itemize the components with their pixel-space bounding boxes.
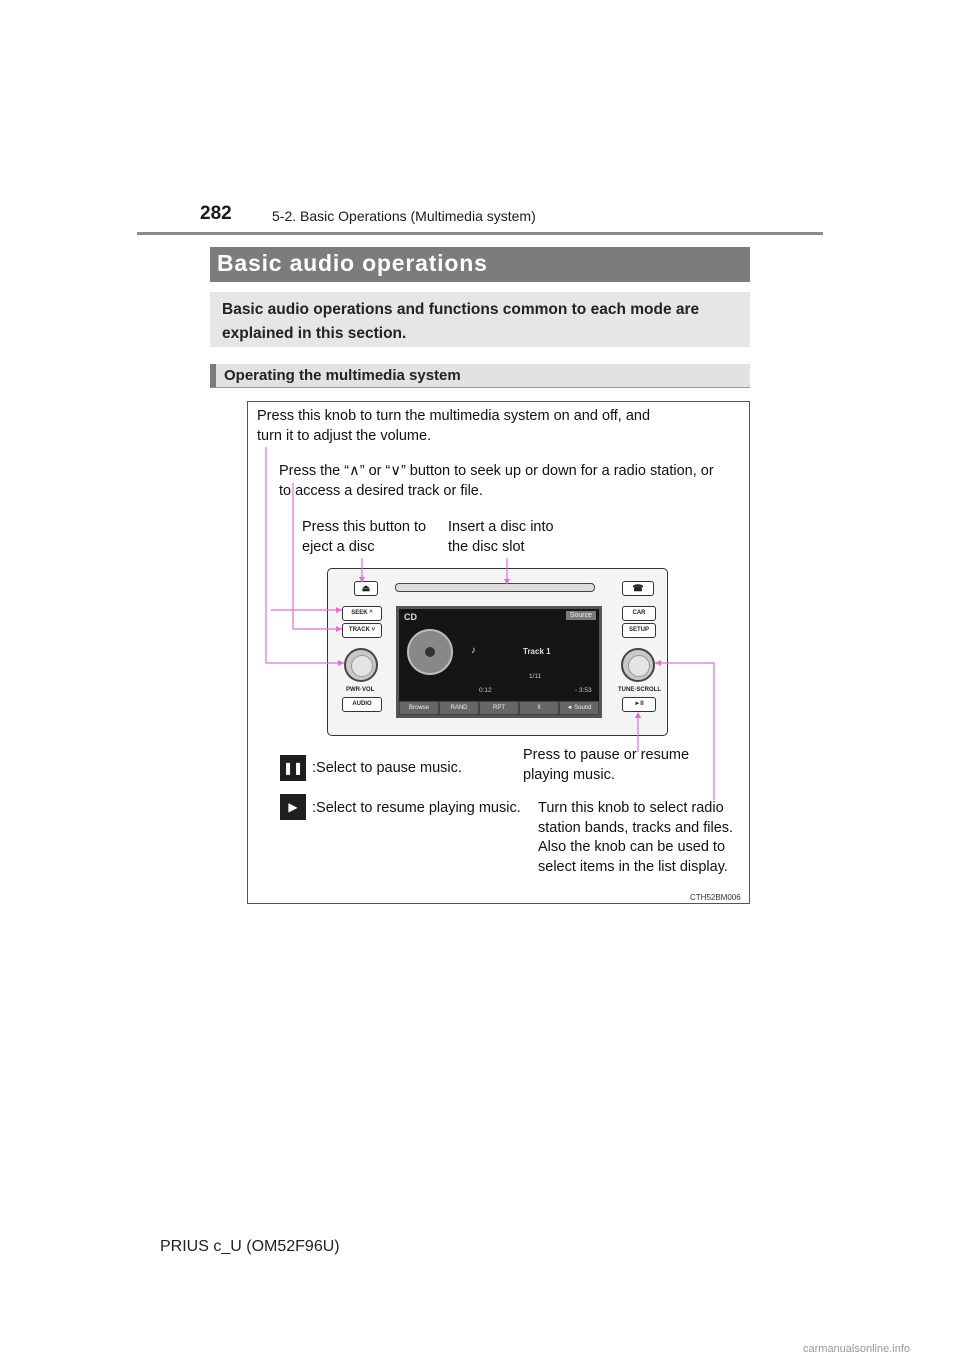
track-button[interactable]: TRACK ˅ — [342, 623, 382, 638]
header-rule — [137, 232, 823, 235]
pwr-vol-knob[interactable] — [344, 648, 378, 682]
sound-button[interactable]: ◄ Sound — [560, 702, 598, 714]
subheading: Operating the multimedia system — [224, 367, 461, 384]
track-title: Track 1 — [523, 647, 551, 656]
subheading-bar — [210, 364, 750, 388]
rand-button[interactable]: RAND — [440, 702, 478, 714]
callout-play-key: :Select to resume playing music. — [312, 800, 521, 816]
elapsed-time: 0:12 — [479, 687, 492, 694]
intro-text: Basic audio operations and functions common to each mode are explained in this section. — [222, 301, 700, 342]
pwr-vol-label: PWR·VOL — [346, 687, 375, 693]
phone-button[interactable]: ☎ — [622, 581, 654, 596]
play-pause-button[interactable]: ►II — [622, 697, 656, 712]
callout-disc-slot: Insert a disc into the disc slot — [448, 519, 554, 555]
figure-code: CTH52BM006 — [690, 893, 741, 902]
callout-seek-track: Press the “∧” or “∨” button to seek up or down for a radio station, or to access a desired track or file. — [279, 463, 714, 499]
play-icon: ▶ — [280, 794, 306, 820]
screen-pause-button[interactable]: II — [520, 702, 558, 714]
disc-slot[interactable] — [395, 583, 595, 592]
tune-scroll-label: TUNE·SCROLL — [618, 687, 661, 693]
source-button[interactable]: Source — [566, 611, 596, 620]
callout-eject: Press this button to eject a disc — [302, 519, 427, 555]
disc-icon — [407, 629, 453, 675]
intro-box — [210, 292, 750, 347]
rpt-button[interactable]: RPT — [480, 702, 518, 714]
total-time: - 3:53 — [575, 687, 592, 694]
callout-power-knob: Press this knob to turn the multimedia system on and off, and turn it to adjust the volume. — [257, 408, 651, 444]
browse-button[interactable]: Browse — [400, 702, 438, 714]
callout-pause-resume: Press to pause or resume playing music. — [523, 747, 690, 783]
eject-button[interactable]: ⏏ — [354, 581, 378, 596]
tune-scroll-knob[interactable] — [621, 648, 655, 682]
track-number: 1/11 — [529, 673, 542, 680]
car-button[interactable]: CAR — [622, 606, 656, 621]
pause-icon: ❚❚ — [280, 755, 306, 781]
watermark: carmanualsonline.info — [803, 1343, 911, 1355]
callout-pause-key: :Select to pause music. — [312, 760, 462, 776]
screen-mode: CD — [404, 612, 417, 622]
touch-screen — [396, 606, 602, 718]
title-bar — [210, 247, 750, 282]
audio-button[interactable]: AUDIO — [342, 697, 382, 712]
setup-button[interactable]: SETUP — [622, 623, 656, 638]
page-title: Basic audio operations — [217, 250, 488, 276]
footer-model: PRIUS c_U (OM52F96U) — [160, 1238, 340, 1255]
music-note-icon: ♪ — [471, 645, 476, 656]
seek-button[interactable]: SEEK ^ — [342, 606, 382, 621]
section-label: 5-2. Basic Operations (Multimedia system) — [272, 208, 536, 224]
page-number: 282 — [200, 203, 232, 224]
screen-button-bar — [399, 701, 599, 715]
callout-tune-knob: Turn this knob to select radio station bands, tracks and files. Also the knob can be used to select items in the list display. — [538, 800, 734, 875]
